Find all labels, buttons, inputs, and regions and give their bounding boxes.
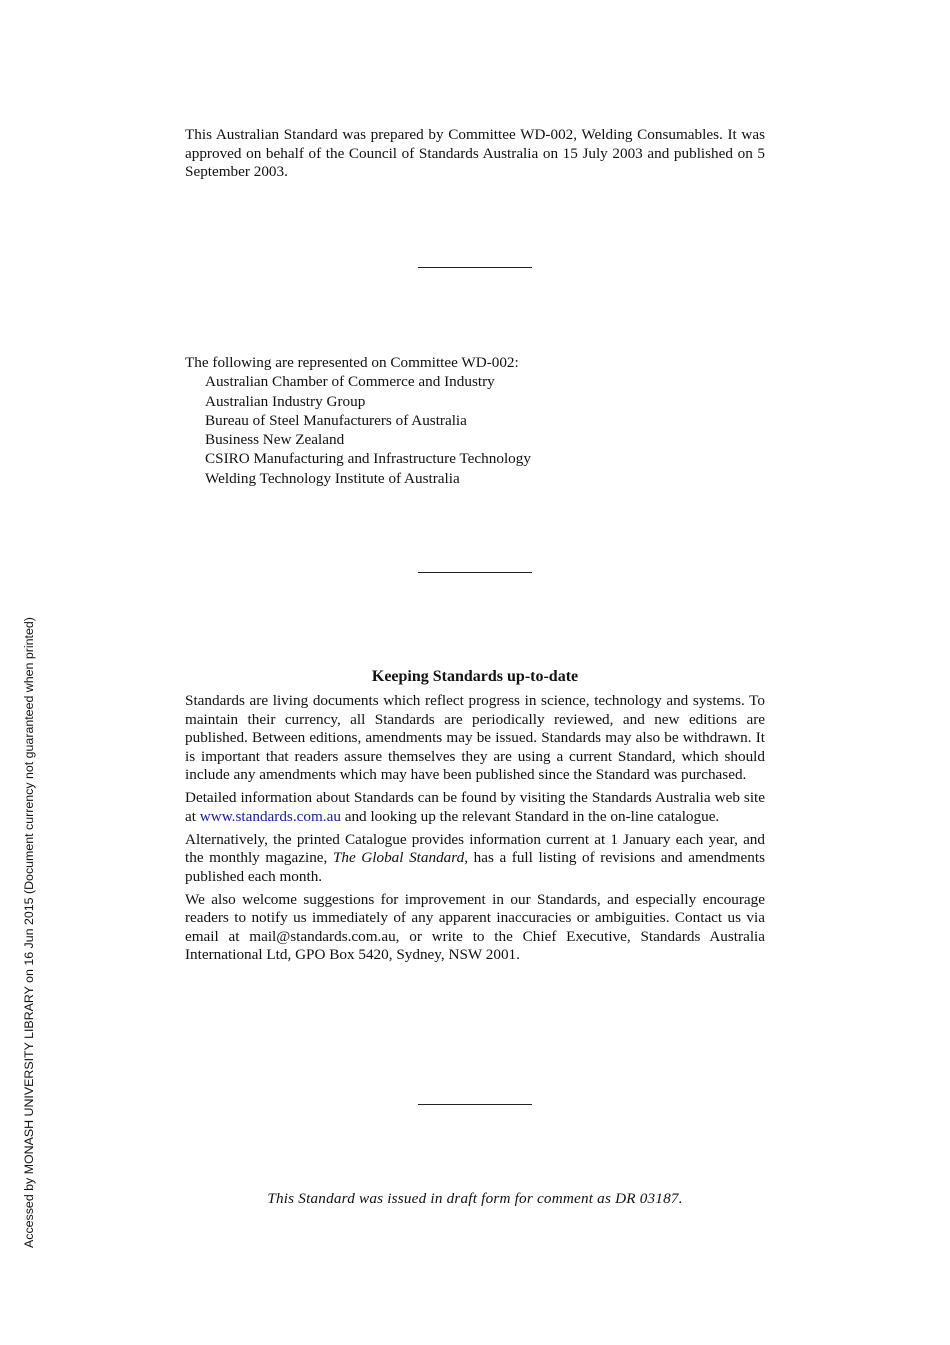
divider-rule <box>418 267 532 268</box>
committee-member: Business New Zealand <box>205 431 345 449</box>
committee-member: Welding Technology Institute of Australia <box>205 469 460 487</box>
standards-website-link[interactable]: www.standards.com.au <box>199 807 341 825</box>
paragraph-text: Detailed information about Standards can be found by visiting the Standards Australia web site at <box>185 789 765 825</box>
keeping-standards-section <box>185 692 765 969</box>
paragraph-text: Alternatively, the printed Catalogue provides information current at 1 January each year, and the monthly magazine, <box>185 830 765 866</box>
magazine-title: The Global Standard <box>332 849 465 866</box>
paragraph: We also welcome suggestions for improvement in our Standards, and especially encourage readers to notify us immediately of any apparent inaccuracies or ambiguities. Contact us via email at mail@standards.com.au, or write to the Chief Executive, Standards Australia International Ltd, GPO Box 5420, Sydney, NSW 2001. <box>185 890 765 963</box>
committee-member-list <box>185 372 765 488</box>
committee-section <box>185 353 765 488</box>
committee-member: Australian Industry Group <box>205 392 366 410</box>
committee-intro: The following are represented on Committee WD-002: <box>185 354 519 371</box>
draft-note: This Standard was issued in draft form for comment as DR 03187. <box>267 1190 683 1207</box>
paragraph <box>185 789 765 826</box>
access-watermark: Accessed by MONASH UNIVERSITY LIBRARY on 16 Jun 2015 (Document currency not guaranteed when printed) <box>22 617 36 1248</box>
paragraph-text: and looking up the relevant Standard in the on-line catalogue. <box>340 807 720 825</box>
section-heading: Keeping Standards up-to-date <box>371 668 579 685</box>
committee-member: Australian Chamber of Commerce and Industry <box>205 373 495 391</box>
paragraph-text: , has a full listing of revisions and amendments published each month. <box>185 849 765 885</box>
committee-member: Bureau of Steel Manufacturers of Australia <box>205 411 467 429</box>
divider-rule <box>418 1104 532 1105</box>
paragraph <box>185 831 765 887</box>
divider-rule <box>418 572 532 573</box>
paragraph: Standards are living documents which reflect progress in science, technology and systems. To maintain their currency, all Standards are periodically reviewed, and new editions are published. Between editions, amendments may be issued. Standards may also be withdrawn. It is important that readers assure themselves they are using a current Standard, which should include any amendments which may have been published since the Standard was purchased. <box>185 692 765 783</box>
approval-statement: This Australian Standard was prepared by Committee WD-002, Welding Consumables. It was approved on behalf of the Council of Standards Australia on 15 July 2003 and published on 5 September 2003. <box>185 126 765 180</box>
committee-member: CSIRO Manufacturing and Infrastructure Technology <box>205 450 531 468</box>
